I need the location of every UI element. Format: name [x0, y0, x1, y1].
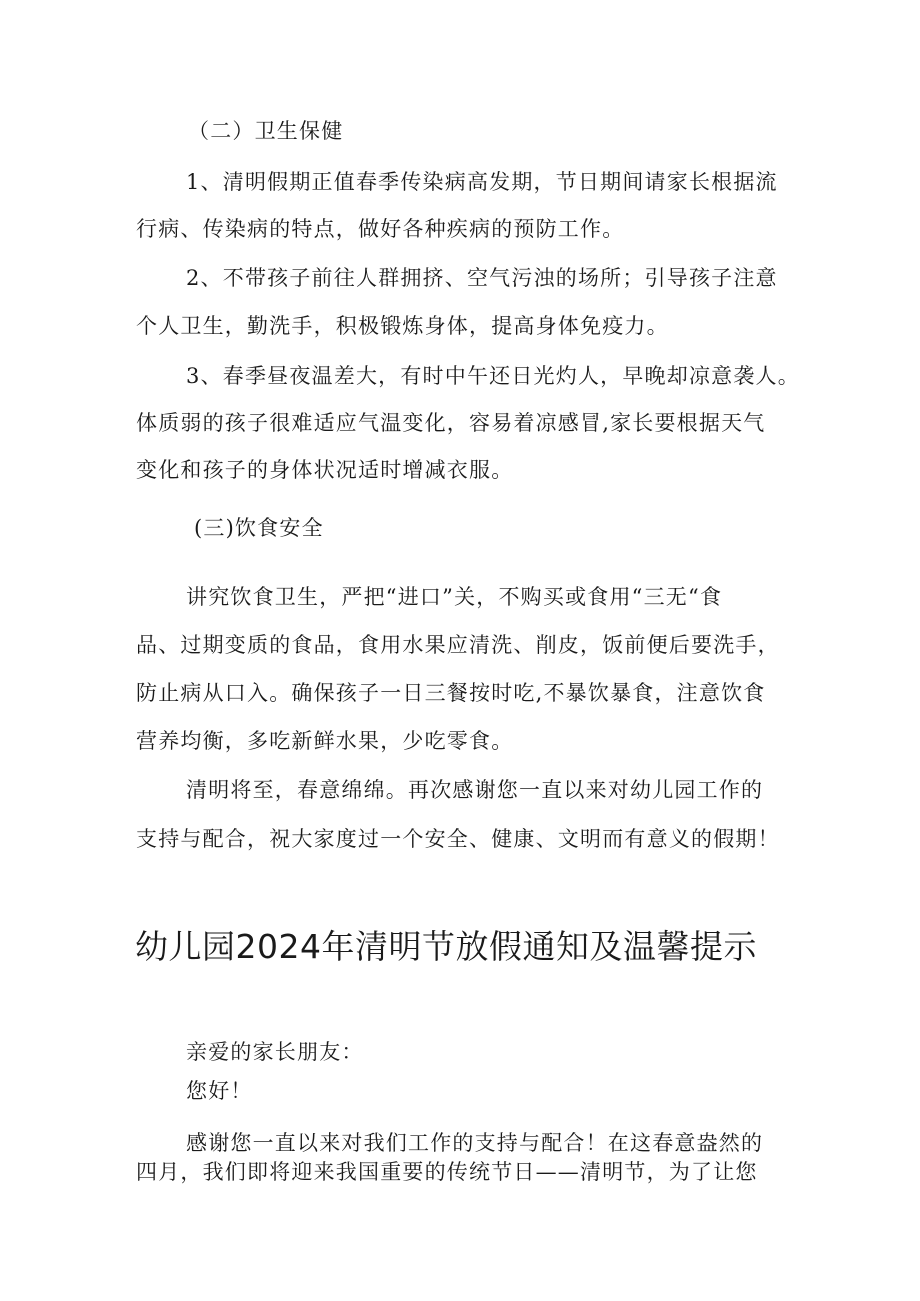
paragraph-line: 体质弱的孩子很难适应气温变化，容易着凉感冒,家长要根据天气 [136, 411, 766, 435]
greeting: 您好！ [186, 1079, 253, 1103]
paragraph-line: 行病、传染病的特点，做好各种疾病的预防工作。 [136, 217, 625, 241]
paragraph-line: 四月，我们即将迎来我国重要的传统节日——清明节，为了让您 [136, 1160, 758, 1184]
paragraph-line: 品、过期变质的食品，食用水果应清洗、削皮，饭前便后要洗手， [136, 633, 780, 657]
paragraph-line: 1、清明假期正值春季传染病高发期，节日期间请家长根据流 [186, 170, 778, 194]
paragraph-line: 2、不带孩子前往人群拥挤、空气污浊的场所；引导孩子注意 [186, 266, 778, 290]
paragraph-line: 支持与配合，祝大家度过一个安全、健康、文明而有意义的假期！ [136, 827, 780, 851]
paragraph-line: 讲究饮食卫生，严把“进口”关，不购买或食用“三无“食 [186, 585, 723, 609]
paragraph-line: 变化和孩子的身体状况适时增减衣服。 [136, 458, 514, 482]
paragraph-line: 个人卫生，勤洗手，积极锻炼身体，提高身体免疫力。 [136, 314, 669, 338]
paragraph-line: 感谢您一直以来对我们工作的支持与配合！在这春意盎然的 [186, 1131, 764, 1155]
paragraph-line: 3、春季昼夜温差大，有时中午还日光灼人，早晚却凉意袭人。 [186, 364, 800, 388]
notice-title: 幼儿园2024年清明节放假通知及温馨提示 [135, 927, 757, 966]
section-hygiene-heading: （二）卫生保健 [188, 119, 344, 143]
paragraph-line: 清明将至，春意绵绵。再次感谢您一直以来对幼儿园工作的 [186, 778, 764, 802]
paragraph-line: 营养均衡，多吃新鲜水果，少吃零食。 [136, 729, 514, 753]
salutation: 亲爱的家长朋友： [186, 1040, 364, 1064]
section-food-heading: (三)饮食安全 [194, 516, 324, 540]
paragraph-line: 防止病从口入。确保孩子一日三餐按时吃,不暴饮暴食，注意饮食 [136, 681, 766, 705]
